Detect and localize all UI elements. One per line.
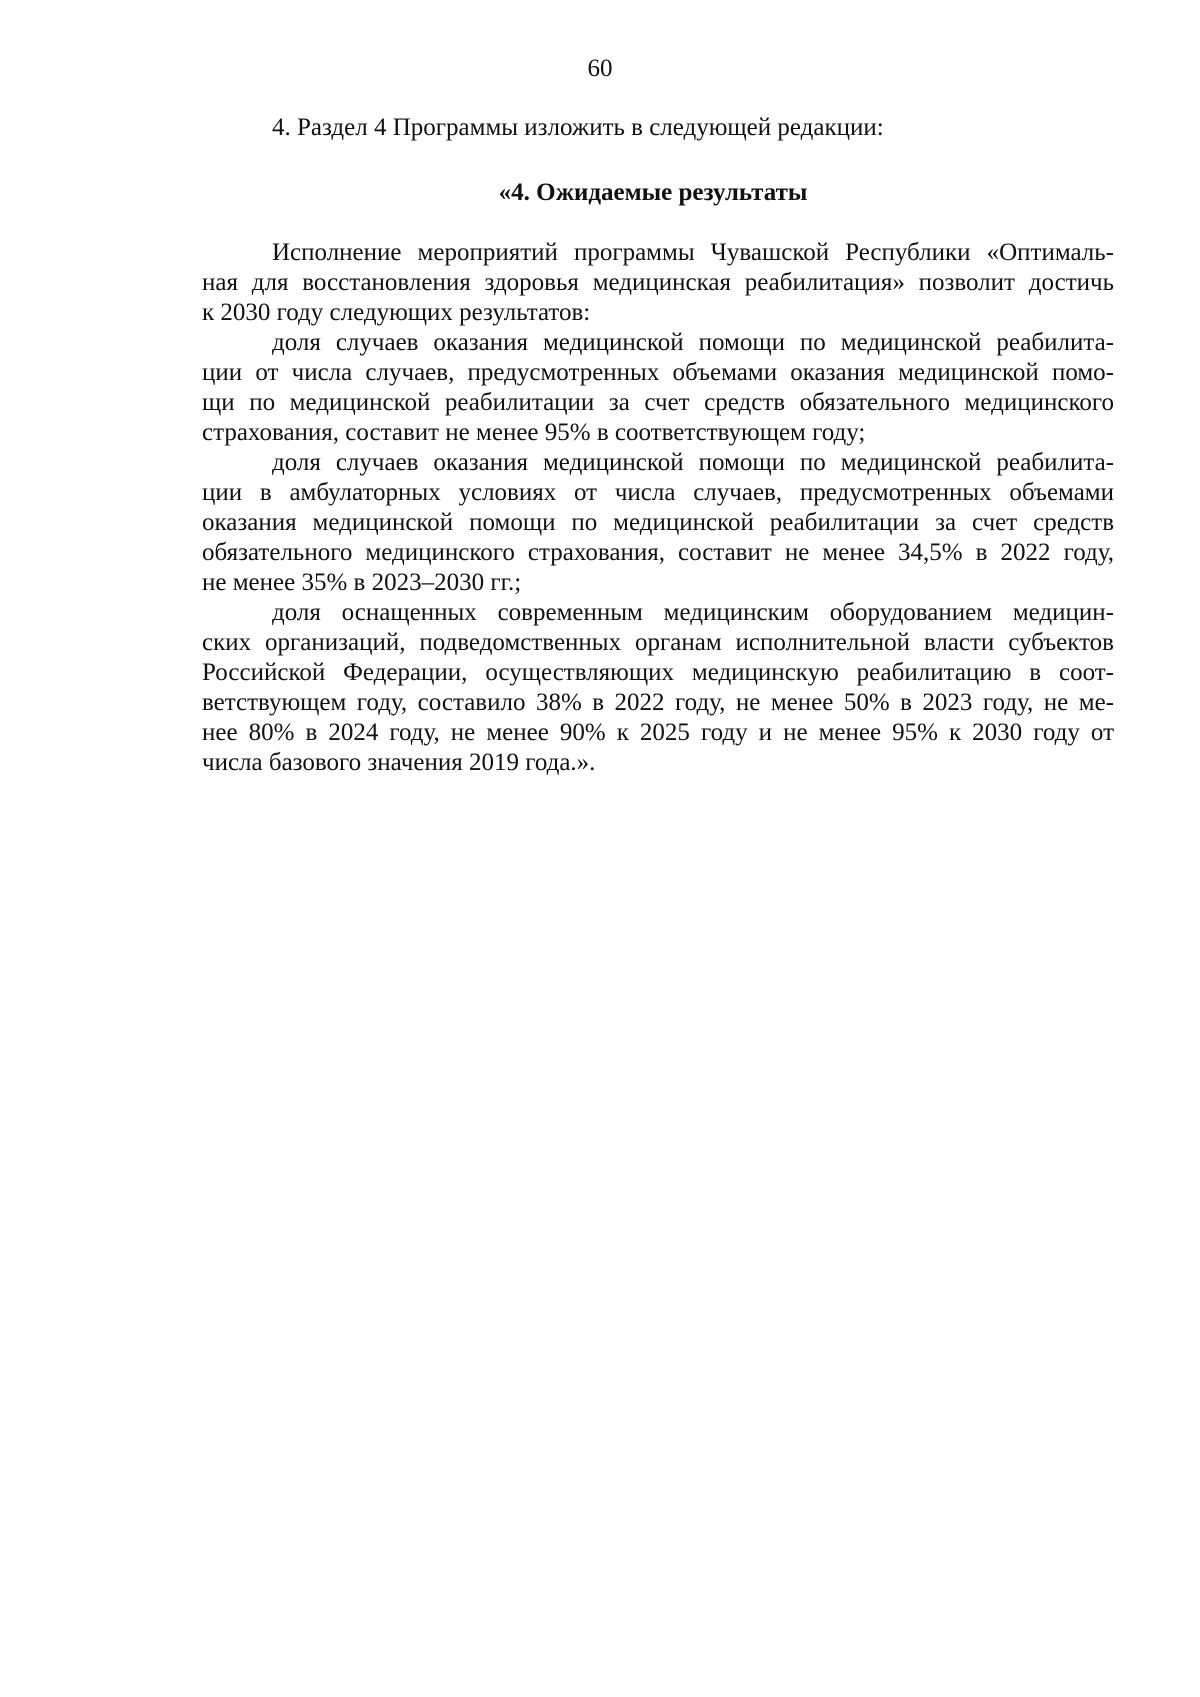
paragraph-line: не менее 35% в 2023–2030 гг.; <box>202 569 522 596</box>
paragraph-line: оказания медицинской помощи по медицинской реабилитации за счет средств <box>202 509 1114 536</box>
paragraph-result-2 <box>202 448 1114 598</box>
paragraph-intro <box>202 238 1114 328</box>
paragraph-line: к 2030 году следующих результатов: <box>202 299 591 326</box>
paragraph-result-3 <box>202 598 1114 778</box>
paragraph-line: числа базового значения 2019 года.». <box>202 749 596 776</box>
paragraph-line: Исполнение мероприятий программы Чувашской Республики «Оптималь- <box>272 239 1114 266</box>
amendment-intro: 4. Раздел 4 Программы изложить в следующей редакции: <box>272 114 884 141</box>
paragraph-line: ная для восстановления здоровья медицинская реабилитация» позволит достичь <box>202 269 1114 296</box>
paragraph-line: ции от числа случаев, предусмотренных объемами оказания медицинской помо- <box>202 359 1114 386</box>
section-body <box>202 238 1114 778</box>
paragraph-line: Российской Федерации, осуществляющих медицинскую реабилитацию в соот- <box>202 659 1114 686</box>
paragraph-line: ветствующем году, составило 38% в 2022 году, не менее 50% в 2023 году, не ме- <box>202 689 1114 716</box>
paragraph-line: нее 80% в 2024 году, не менее 90% к 2025 году и не менее 95% к 2030 году от <box>202 719 1114 746</box>
paragraph-line: доля оснащенных современным медицинским оборудованием медицин- <box>272 599 1114 626</box>
paragraph-line: обязательного медицинского страхования, составит не менее 34,5% в 2022 году, <box>202 539 1114 566</box>
page-number: 60 <box>587 55 613 82</box>
paragraph-line: щи по медицинской реабилитации за счет средств обязательного медицинского <box>202 389 1114 416</box>
paragraph-line: ции в амбулаторных условиях от числа случаев, предусмотренных объемами <box>202 479 1114 506</box>
paragraph-result-1 <box>202 328 1114 448</box>
section-heading: «4. Ожидаемые результаты <box>498 179 808 206</box>
paragraph-line: доля случаев оказания медицинской помощи по медицинской реабилита- <box>272 449 1114 476</box>
paragraph-line: доля случаев оказания медицинской помощи по медицинской реабилита- <box>272 329 1114 356</box>
paragraph-line: ских организаций, подведомственных органам исполнительной власти субъектов <box>202 629 1114 656</box>
paragraph-line: страхования, составит не менее 95% в соответствующем году; <box>202 419 866 446</box>
